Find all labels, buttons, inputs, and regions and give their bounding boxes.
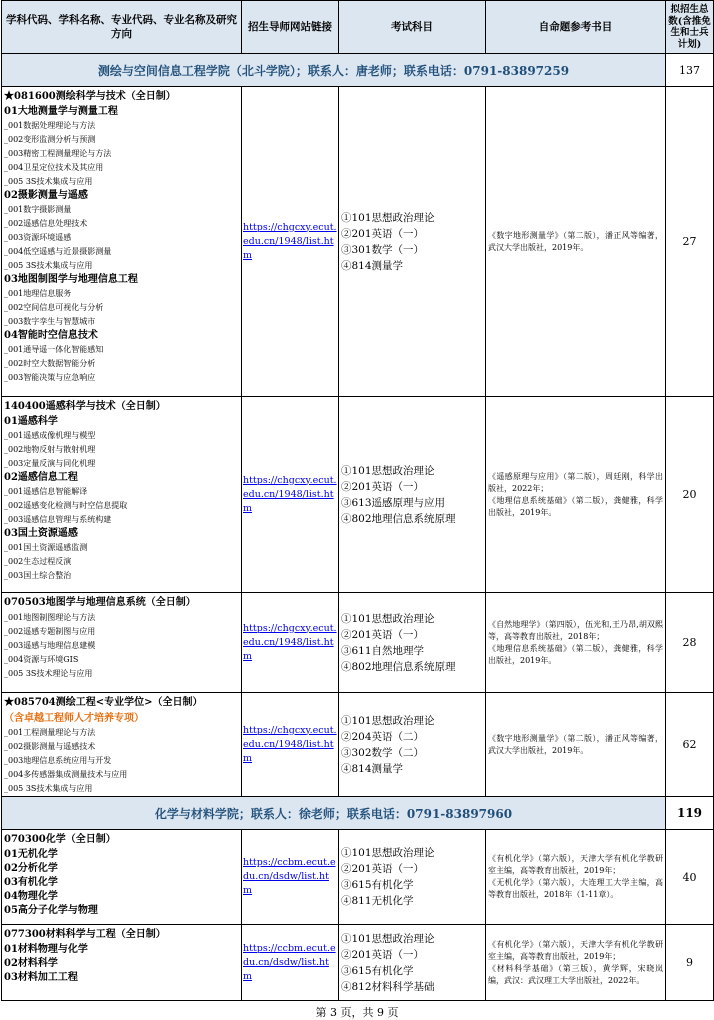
major-title: 070503地图学与地理信息系统（全日制） (4, 597, 196, 608)
major-title: ★085704测绘工程<专业学位>（全日制） (4, 697, 203, 708)
major-row (2, 87, 714, 397)
major-cell (2, 830, 242, 925)
exam-subject: ②201英语（一） (341, 227, 425, 240)
major-cell (2, 593, 242, 693)
research-direction: _005 3S技术集成与应用 (4, 177, 93, 186)
link-cell (242, 925, 339, 1001)
major-row (2, 593, 714, 693)
research-direction: _001地理信息服务 (4, 289, 72, 298)
research-direction: _005 3S技术集成与应用 (4, 784, 93, 793)
enrollment-count: 27 (666, 87, 714, 397)
research-direction: _005 3S技术集成与应用 (4, 261, 93, 270)
exam-subject: ②201英语（一） (341, 480, 425, 493)
research-direction: _005 3S技术理论与应用 (4, 669, 93, 678)
major-cell (2, 925, 242, 1001)
books-cell (486, 87, 666, 397)
supervisor-link[interactable]: https://chgcxy.ecut.edu.cn/1948/list.htm (243, 474, 337, 514)
major-row (2, 397, 714, 593)
link-cell (242, 87, 339, 397)
research-direction: _002地物反射与散射机理 (4, 445, 96, 454)
research-field: 01大地测量学与测量工程 (4, 106, 118, 117)
research-direction: _001数字摄影测量 (4, 205, 72, 214)
school-title: 测绘与空间信息工程学院（北斗学院）；联系人：唐老师；联系电话：0791-83897259 (2, 54, 666, 87)
header-major: 学科代码、学科名称、专业代码、专业名称及研究方向 (2, 1, 242, 54)
exam-subject: ④814测量学 (341, 762, 404, 775)
research-direction: _003地理信息系统应用与开发 (4, 756, 112, 765)
page-footer: 第 3 页，共 9 页 (315, 1006, 399, 1019)
major-title: 140400遥感科学与技术（全日制） (4, 401, 166, 412)
research-direction: _002生态过程反演 (4, 557, 72, 566)
research-direction: _003数字孪生与智慧城市 (4, 317, 96, 326)
major-note: （含卓越工程师人才培养专项） (4, 713, 144, 724)
research-direction: _004资源与环境GIS (4, 655, 79, 664)
books-cell (486, 693, 666, 797)
reference-book: 《数字地形测量学》（第二版），潘正风等编著，武汉大学出版社，2019年。 (488, 733, 663, 755)
research-direction: _003智能决策与应急响应 (4, 373, 96, 382)
research-field: 02摄影测量与遥感 (4, 190, 88, 201)
exams-cell (339, 397, 486, 593)
research-direction: _003遥感与地理信息建模 (4, 641, 96, 650)
exam-subject: ①101思想政治理论 (341, 932, 435, 945)
research-direction: _001遥感信息智能解译 (4, 487, 88, 496)
major-row (2, 925, 714, 1001)
research-direction: _001地图制图理论与方法 (4, 613, 96, 622)
enrollment-count: 9 (666, 925, 714, 1001)
supervisor-link[interactable]: https://ccbm.ecut.edu.cn/dsdw/list.htm (243, 857, 336, 896)
reference-book: 《数字地形测量学》（第二版），潘正风等编著，武汉大学出版社，2019年。 (488, 230, 663, 252)
books-cell (486, 925, 666, 1001)
school-total-count: 137 (666, 54, 714, 87)
research-direction: _002遥感变化检测与时空信息提取 (4, 501, 128, 510)
research-direction: _001国土资源遥感监测 (4, 543, 88, 552)
reference-book: 《地理信息系统基础》（第二版），龚健雅，科学出版社，2019年。 (488, 495, 663, 517)
exam-subject: ③615有机化学 (341, 879, 414, 891)
supervisor-link[interactable]: https://chgcxy.ecut.edu.cn/1948/list.htm (243, 724, 337, 764)
enrollment-count: 28 (666, 593, 714, 693)
books-cell (486, 397, 666, 593)
reference-book: 《材料科学基础》（第三版），黄学辉，宋晓岚编，武汉：武汉理工大学出版社，2022年。 (488, 963, 663, 985)
exam-subject: ④812材料科学基础 (341, 980, 435, 993)
research-field: 04智能时空信息技术 (4, 330, 98, 341)
research-direction: _003定量反演与同化机理 (4, 459, 96, 468)
header-link: 招生导师网站链接 (242, 1, 339, 54)
research-direction: _004卫星定位技术及其应用 (4, 163, 104, 172)
reference-book: 《自然地理学》（第四版），伍光和,王乃昂,胡双熙等，高等教育出版社，2018年； (488, 619, 663, 641)
exam-subject: ④811无机化学 (341, 895, 414, 907)
research-direction: _002空间信息可视化与分析 (4, 303, 104, 312)
books-cell (486, 593, 666, 693)
exam-subject: ④802地理信息系统原理 (341, 512, 456, 525)
major-row (2, 830, 714, 925)
exam-subject: ②201英语（一） (341, 948, 425, 961)
research-field: 05高分子化学与物理 (4, 905, 98, 916)
exams-cell (339, 830, 486, 925)
research-direction: _002遥感专题制图与应用 (4, 627, 96, 636)
research-field: 01遥感科学 (4, 416, 58, 427)
major-cell (2, 87, 242, 397)
exams-cell (339, 693, 486, 797)
research-direction: _002摄影测量与遥感技术 (4, 742, 96, 751)
research-field: 03地图制图学与地理信息工程 (4, 274, 138, 285)
reference-book: 《地理信息系统基础》（第二版），龚健雅，科学出版社，2019年。 (488, 643, 663, 665)
exam-subject: ③301数学（一） (341, 243, 425, 256)
books-cell (486, 830, 666, 925)
exam-subject: ①101思想政治理论 (341, 612, 435, 625)
exam-subject: ①101思想政治理论 (341, 464, 435, 477)
reference-book: 《无机化学》（第六版），大连理工大学主编，高等教育出版社，2018年（1-11章）。 (488, 878, 663, 899)
research-direction: _002时空大数据智能分析 (4, 359, 96, 368)
research-field: 03国土资源遥感 (4, 528, 78, 539)
major-title: 077300材料科学与工程（全日制） (4, 929, 166, 940)
exam-subject: ②201英语（一） (341, 863, 425, 875)
research-direction: _001通导遥一体化智能感知 (4, 345, 104, 354)
research-direction: _001遥感成像机理与模型 (4, 431, 96, 440)
exam-subject: ①101思想政治理论 (341, 714, 435, 727)
research-field: 01材料物理与化学 (4, 944, 88, 955)
enrollment-count: 20 (666, 397, 714, 593)
exam-subject: ④802地理信息系统原理 (341, 660, 456, 673)
research-direction: _004低空遥感与近景摄影测量 (4, 247, 112, 256)
research-field: 03有机化学 (4, 877, 58, 888)
reference-book: 《遥感原理与应用》（第二版），周廷刚，科学出版社，2022年； (488, 471, 663, 493)
research-direction: _002遥感信息处理技术 (4, 219, 88, 228)
exam-subject: ③611自然地理学 (341, 644, 425, 657)
exam-subject: ②201英语（一） (341, 628, 425, 641)
research-field: 02分析化学 (4, 863, 58, 874)
research-direction: _003精密工程测量理论与方法 (4, 149, 112, 158)
exam-subject: ①101思想政治理论 (341, 847, 435, 859)
research-field: 02遥感信息工程 (4, 472, 78, 483)
exams-cell (339, 925, 486, 1001)
exam-subject: ③613遥感原理与应用 (341, 496, 446, 509)
research-field: 03材料加工工程 (4, 972, 78, 983)
research-field: 02材料科学 (4, 958, 58, 969)
school-title: 化学与材料学院；联系人：徐老师；联系电话：0791-83897960 (2, 797, 666, 830)
research-direction: _001数据处理理论与方法 (4, 121, 96, 130)
exam-subject: ①101思想政治理论 (341, 211, 435, 224)
header-count: 拟招生总数(含推免生和士兵计划) (666, 1, 714, 54)
reference-book: 《有机化学》（第六版），天津大学有机化学教研室主编，高等教育出版社，2019年； (488, 939, 663, 961)
school-header-row (2, 54, 714, 87)
link-cell (242, 693, 339, 797)
exams-cell (339, 87, 486, 397)
link-cell (242, 593, 339, 693)
supervisor-link[interactable]: https://chgcxy.ecut.edu.cn/1948/list.htm (243, 622, 337, 662)
enrollment-count: 40 (666, 830, 714, 925)
research-field: 04物理化学 (4, 891, 58, 902)
enrollment-count: 62 (666, 693, 714, 797)
research-direction: _004多传感器集成测量技术与应用 (4, 770, 128, 779)
school-total-count: 119 (666, 797, 714, 830)
major-cell (2, 397, 242, 593)
major-row (2, 693, 714, 797)
major-cell (2, 693, 242, 797)
research-direction: _001工程测量理论与方法 (4, 728, 96, 737)
exams-cell (339, 593, 486, 693)
header-exams: 考试科目 (339, 1, 486, 54)
supervisor-link[interactable]: https://ccbm.ecut.edu.cn/dsdw/list.htm (243, 942, 336, 982)
research-direction: _003遥感信息管理与系统构建 (4, 515, 112, 524)
reference-book: 《有机化学》（第六版），天津大学有机化学教研室主编，高等教育出版社，2019年； (488, 854, 663, 875)
research-direction: _003资源环境遥感 (4, 233, 72, 242)
link-cell (242, 397, 339, 593)
major-title: ★081600测绘科学与技术（全日制） (4, 91, 176, 102)
research-field: 01无机化学 (4, 849, 58, 860)
exam-subject: ③302数学（二） (341, 746, 425, 759)
exam-subject: ④814测量学 (341, 259, 404, 272)
header-books: 自命题参考书目 (486, 1, 666, 54)
exam-subject: ②204英语（二） (341, 730, 425, 743)
admissions-table (1, 0, 714, 1001)
research-direction: _003国土综合整治 (4, 571, 72, 580)
major-title: 070300化学（全日制） (4, 834, 116, 845)
link-cell (242, 830, 339, 925)
research-direction: _002变形监测分析与预测 (4, 135, 96, 144)
supervisor-link[interactable]: https://chgcxy.ecut.edu.cn/1948/list.htm (243, 221, 337, 261)
exam-subject: ③615有机化学 (341, 964, 414, 977)
school-header-row (2, 797, 714, 830)
